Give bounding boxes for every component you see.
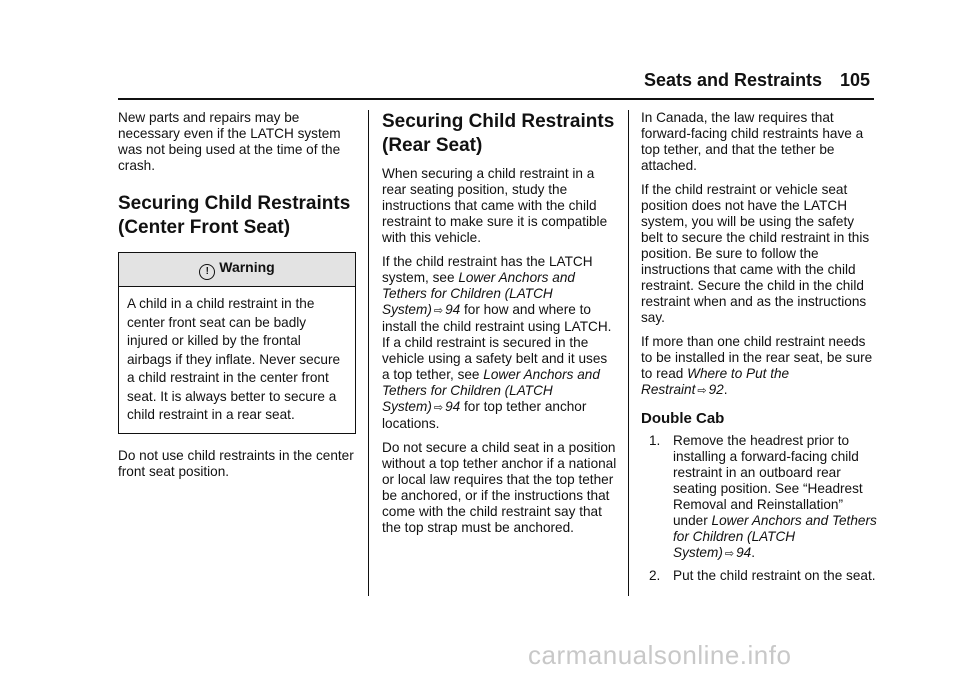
- text-run: .: [751, 545, 755, 560]
- page-ref-number[interactable]: 94: [736, 545, 752, 560]
- warning-box: [118, 252, 356, 434]
- text-run: Put the child restraint on the seat.: [673, 568, 876, 583]
- page-ref-number[interactable]: 92: [708, 382, 724, 397]
- step-number: 1.: [649, 433, 661, 448]
- cross-reference-link[interactable]: Lower Anchors and Tethers for Children (LATCH System): [673, 513, 877, 560]
- text-run: for how and where to install the child restraint using LATCH. If a child restraint is secured in the vehicle using a safety belt and it uses a top tether, see: [382, 302, 612, 382]
- text-run: for top tether anchor locations.: [382, 399, 587, 431]
- page-ref-number[interactable]: 94: [445, 302, 461, 317]
- column-divider: [628, 110, 629, 596]
- cross-reference-link[interactable]: Where to Put the Restraint: [641, 366, 790, 397]
- heading-line: Securing Child Restraints: [382, 111, 615, 132]
- step-number: 2.: [649, 568, 661, 583]
- heading-line: (Rear Seat): [382, 135, 483, 156]
- text-run: If more than one child restraint needs to be installed in the rear seat, be sure to read: [641, 334, 873, 381]
- heading-line: Securing Child Restraints: [118, 193, 351, 214]
- closing-paragraph: Do not use child restraints in the center front seat position.: [118, 447, 354, 479]
- paragraph-latch: [382, 254, 618, 432]
- text-run: Remove the headrest prior to installing a forward-facing child restraint in an outboard rear seating position. See “Headrest Removal and Reinstallation” under: [673, 433, 863, 528]
- page-ref-arrow-icon: ⇨: [433, 305, 444, 317]
- cross-reference-link[interactable]: Lower Anchors and Tethers for Children (LATCH System): [382, 367, 600, 414]
- column-left: [118, 110, 356, 488]
- warning-header: [119, 253, 355, 287]
- paragraph: When securing a child restraint in a rear seating position, study the instructions that came with the child restraint to make sure it is compatible with this vehicle.: [382, 166, 608, 245]
- warning-circle-icon: !: [199, 264, 215, 280]
- warning-text: A child in a child restraint in the center front seat can be badly injured or killed by the frontal airbags if they inflate. Never secure a child restraint in the center front seat. It is always better to secure a child restraint in a rear seat.: [127, 296, 341, 422]
- paragraph: Do not secure a child seat in a position without a top tether anchor if a national or local law requires that the top tether be anchored, or if the instructions that come with the child restraint say that the top strap must be anchored.: [382, 440, 617, 535]
- page-ref-arrow-icon: ⇨: [697, 385, 707, 397]
- section-heading-center-front: [118, 192, 356, 240]
- paragraph: In Canada, the law requires that forward-facing child restraints have a top tether, and that the tether be attached.: [641, 110, 864, 173]
- page-ref-arrow-icon: ⇨: [724, 548, 735, 560]
- column-divider: [368, 110, 369, 596]
- section-title: Seats and Restraints: [644, 70, 823, 90]
- page-ref-arrow-icon: ⇨: [433, 402, 444, 414]
- subheading-double-cab: Double Cab: [641, 410, 725, 427]
- warning-title: Warning: [219, 259, 275, 275]
- section-heading-rear-seat: [382, 110, 618, 158]
- text-run: If the child restraint has the LATCH system, see: [382, 254, 593, 285]
- text-run: .: [723, 382, 728, 397]
- steps-list: [641, 433, 877, 584]
- paragraph-where-to-put: [641, 334, 877, 399]
- cross-reference-link[interactable]: Lower Anchors and Tethers for Children (LATCH System): [382, 270, 575, 317]
- column-middle: [382, 110, 618, 544]
- heading-line: (Center Front Seat): [118, 217, 291, 238]
- list-item: [641, 568, 877, 584]
- intro-paragraph: New parts and repairs may be necessary even if the LATCH system was not being used at the time of the crash.: [118, 110, 341, 173]
- watermark: carmanualsonline.info: [528, 640, 792, 670]
- column-right: [641, 110, 877, 590]
- page-ref-number[interactable]: 94: [445, 399, 461, 414]
- list-item: [641, 433, 877, 562]
- paragraph: If the child restraint or vehicle seat position does not have the LATCH system, you will be using the safety belt to secure the child restraint in this position. Be sure to follow the instructions that came with the child restraint. Secure the child in the child restraint when and as the instructions say.: [641, 182, 870, 325]
- page-number: 105: [840, 70, 871, 90]
- header-divider: [118, 98, 874, 100]
